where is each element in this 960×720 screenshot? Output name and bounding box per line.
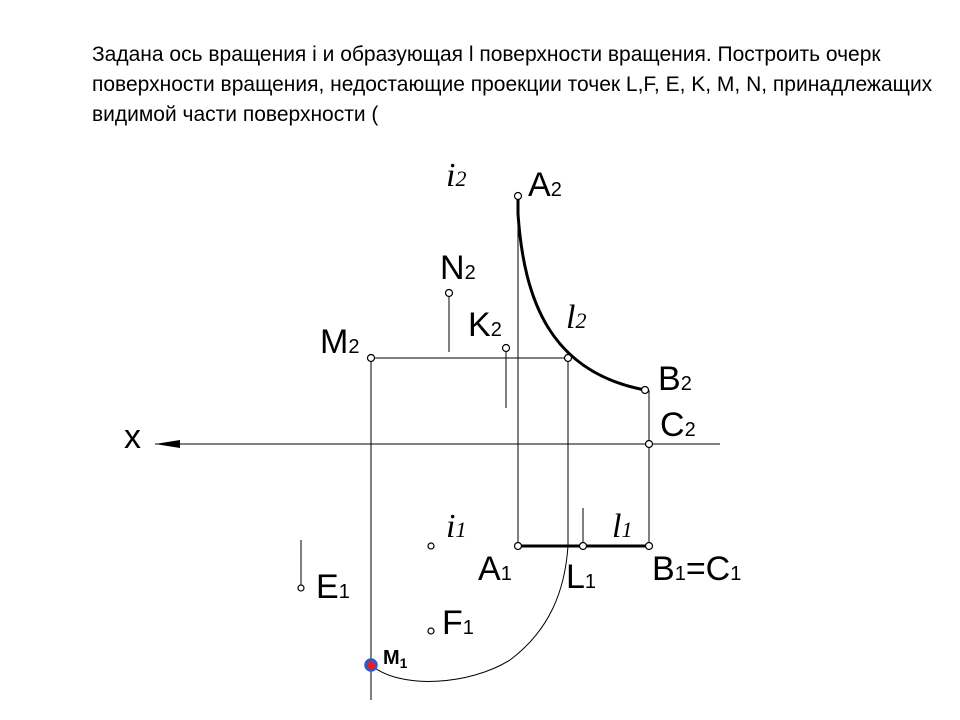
label-c2: C2 xyxy=(660,406,696,444)
label-i1: i1 xyxy=(446,508,467,545)
point-a2 xyxy=(515,193,522,200)
label-l1-generatrix: l1 xyxy=(612,508,633,545)
point-c2 xyxy=(646,441,653,448)
point-b2 xyxy=(642,387,649,394)
x-axis-label: x xyxy=(124,418,141,456)
task-statement: Задана ось вращения i и образующая l поверхности вращения. Построить очерк поверхности вращения, недостающие проекции точек L,F, E, K, M, N, принадлежащих видимой части поверхности ( xyxy=(92,43,933,126)
point-f1 xyxy=(428,628,434,634)
label-n2: N2 xyxy=(440,249,476,287)
point-i1 xyxy=(428,543,434,549)
point-n2 xyxy=(446,290,453,297)
point-intersection xyxy=(565,355,572,362)
point-m1-highlight xyxy=(366,660,377,671)
label-a1: A1 xyxy=(478,550,512,588)
label-i2: i2 xyxy=(446,157,467,194)
label-b2: B2 xyxy=(658,360,692,398)
label-b1-c1: B1=C1 xyxy=(652,550,742,588)
label-m2: M2 xyxy=(320,323,360,361)
point-b1-c1 xyxy=(646,543,653,550)
label-f1: F1 xyxy=(442,604,474,642)
label-k2: K2 xyxy=(468,306,502,344)
label-m1: M1 xyxy=(383,647,408,671)
point-e1 xyxy=(298,585,304,591)
label-l2: l2 xyxy=(566,299,587,336)
label-a2: A2 xyxy=(528,166,562,204)
x-axis-arrow xyxy=(155,440,180,448)
label-e1: E1 xyxy=(316,568,350,606)
generatrix-l2-curve xyxy=(518,196,645,390)
point-k2 xyxy=(503,345,510,352)
point-a1 xyxy=(515,543,522,550)
point-m2 xyxy=(368,355,375,362)
point-l1 xyxy=(580,543,587,550)
label-l1-point: L1 xyxy=(566,558,597,596)
